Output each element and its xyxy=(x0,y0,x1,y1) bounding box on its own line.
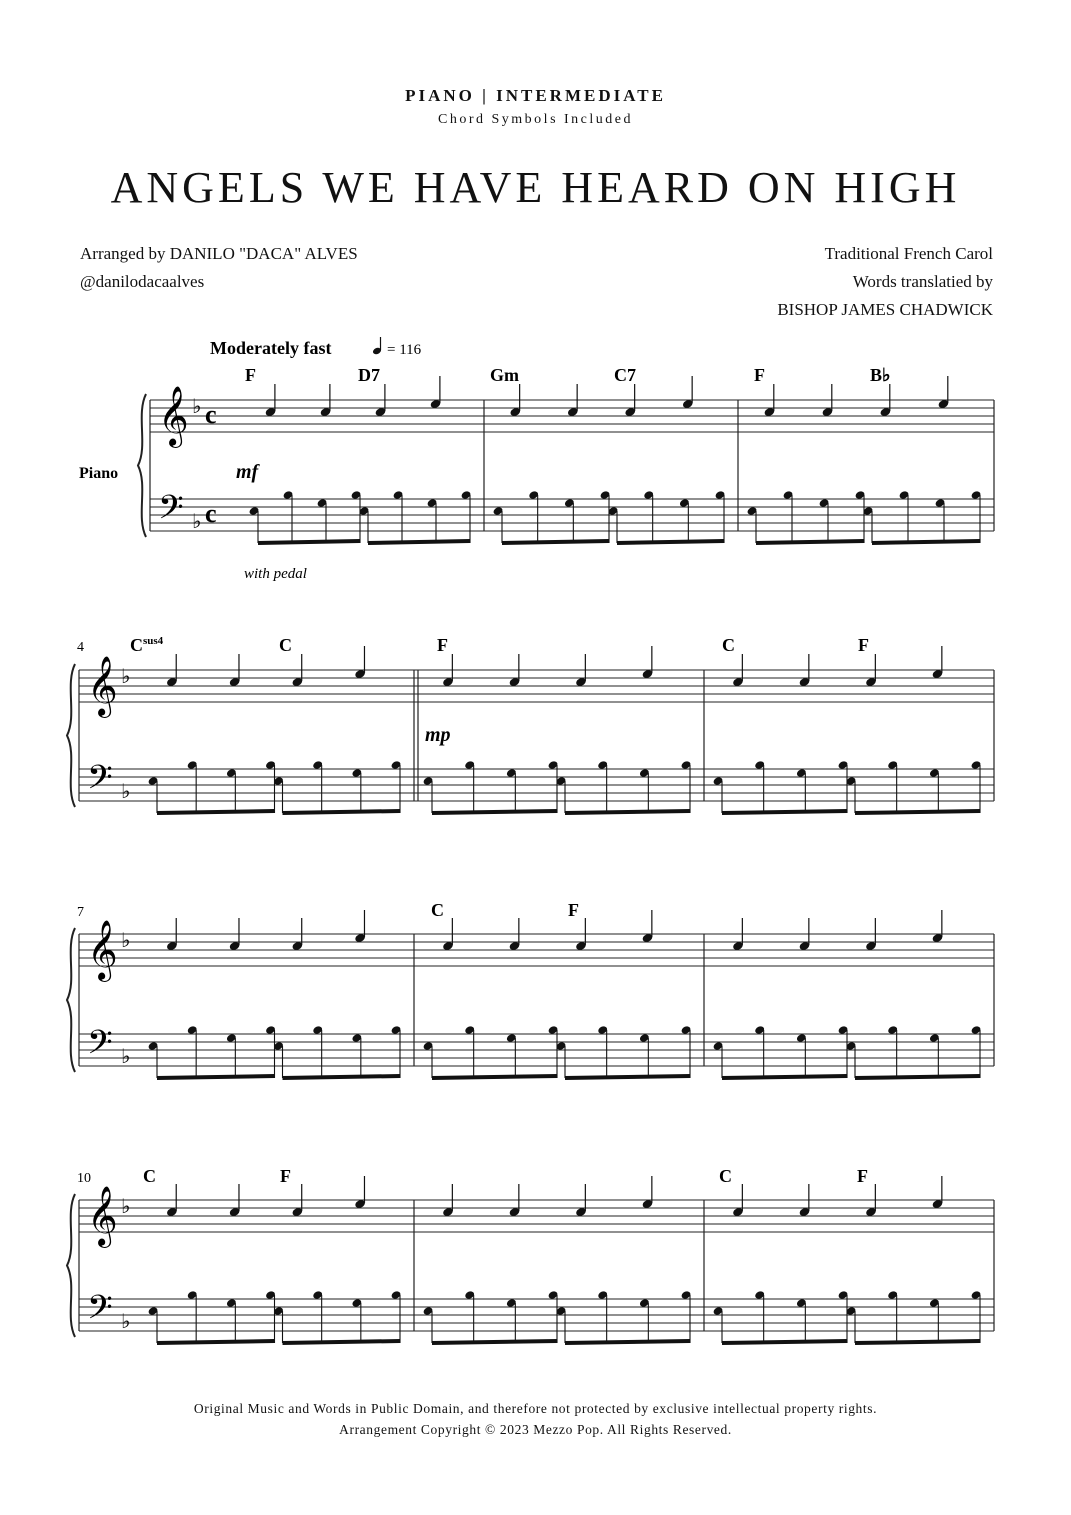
grand-staff-brace xyxy=(67,928,75,1072)
chord-symbol: F xyxy=(858,635,869,655)
bass-clef-icon: 𝄢 xyxy=(87,759,113,805)
chord-symbol: F xyxy=(437,635,448,655)
measure-number: 4 xyxy=(77,640,84,655)
origin-text: Traditional French Carol xyxy=(824,244,993,263)
note-beam xyxy=(157,1076,275,1078)
note-beam xyxy=(565,1076,690,1078)
note-beam xyxy=(565,1341,690,1343)
note-beam xyxy=(432,1341,557,1343)
flat-key-signature-icon: ♭ xyxy=(192,394,202,418)
note-beam xyxy=(283,811,401,813)
note-beam xyxy=(855,1341,980,1343)
note-beam xyxy=(855,811,980,813)
note-beam xyxy=(722,1341,847,1343)
note-beam xyxy=(617,541,724,543)
note-beam xyxy=(872,541,980,543)
arrangement-copyright: Arrangement Copyright © 2023 Mezzo Pop. All Rights Reserved. xyxy=(339,1422,732,1437)
instrument-level-label: PIANO | INTERMEDIATE xyxy=(405,86,666,105)
note-beam xyxy=(722,1076,847,1078)
dynamic-marking: mp xyxy=(425,724,451,746)
chord-symbol: C xyxy=(719,1166,732,1186)
chord-suffix: sus4 xyxy=(143,635,164,647)
measure-number: 7 xyxy=(77,905,84,920)
grand-staff-brace xyxy=(67,1194,75,1337)
chord-symbol: $C^{sus4}$ xyxy=(130,635,164,655)
pedal-marking: with pedal xyxy=(244,566,307,582)
arranger-handle: @danilodacaalves xyxy=(80,272,205,291)
chord-symbol: B♭ xyxy=(870,365,891,385)
tempo-text: Moderately fast xyxy=(210,338,332,358)
chord-symbol: F xyxy=(245,365,256,385)
chord-symbol: C xyxy=(431,900,444,920)
instrument-name: Piano xyxy=(79,465,119,482)
arranger-name: Arranged by DANILO "DACA" ALVES xyxy=(80,244,358,263)
chord-symbol: F xyxy=(857,1166,868,1186)
staff-system xyxy=(67,635,994,813)
translator-name: BISHOP JAMES CHADWICK xyxy=(777,300,993,319)
dynamic-marking: mf xyxy=(236,461,259,483)
note-beam xyxy=(368,541,470,543)
words-by-label: Words translatied by xyxy=(852,272,993,291)
flat-key-signature-icon: ♭ xyxy=(121,1044,131,1068)
note-beam xyxy=(722,811,847,813)
treble-clef-icon: 𝄞 xyxy=(87,656,118,716)
note-beam xyxy=(283,1076,401,1078)
note-beam xyxy=(258,541,360,543)
chord-symbol: C xyxy=(143,1166,156,1186)
staff-system xyxy=(67,900,994,1078)
chord-symbol: C xyxy=(722,635,735,655)
note-beam xyxy=(283,1341,401,1343)
chord-symbol: C7 xyxy=(614,365,636,385)
song-title: ANGELS WE HAVE HEARD ON HIGH xyxy=(110,163,961,212)
note-beam xyxy=(432,1076,557,1078)
grand-staff-brace xyxy=(67,664,75,807)
chord-symbol: D7 xyxy=(358,365,380,385)
chord-symbols-note: Chord Symbols Included xyxy=(438,112,633,127)
flat-key-signature-icon: ♭ xyxy=(121,928,131,952)
tempo-quarter-note-icon xyxy=(372,337,382,355)
staff-system xyxy=(138,365,994,543)
treble-clef-icon: 𝄞 xyxy=(87,920,118,980)
note-beam xyxy=(157,1341,275,1343)
chord-symbol: C xyxy=(279,635,292,655)
flat-key-signature-icon: ♭ xyxy=(121,779,131,803)
chord-symbol: F xyxy=(568,900,579,920)
note-beam xyxy=(432,811,557,813)
note-beam xyxy=(565,811,690,813)
note-beam xyxy=(502,541,609,543)
bass-clef-icon: 𝄢 xyxy=(158,489,184,535)
grand-staff-brace xyxy=(138,394,146,537)
staff-system xyxy=(67,1166,994,1343)
bass-clef-icon: 𝄢 xyxy=(87,1289,113,1335)
tempo-value: = 116 xyxy=(387,342,422,358)
note-beam xyxy=(855,1076,980,1078)
treble-clef-icon: 𝄞 xyxy=(87,1186,118,1246)
bass-clef-icon: 𝄢 xyxy=(87,1024,113,1070)
flat-key-signature-icon: ♭ xyxy=(121,1309,131,1333)
flat-key-signature-icon: ♭ xyxy=(192,509,202,533)
measure-number: 10 xyxy=(77,1171,91,1186)
chord-symbol: Gm xyxy=(490,365,519,385)
chord-symbol: F xyxy=(280,1166,291,1186)
copyright-notice: Original Music and Words in Public Domain, and therefore not protected by exclusive intellectual property rights. xyxy=(193,1401,878,1416)
common-time-icon: c xyxy=(205,400,217,429)
note-beam xyxy=(756,541,864,543)
flat-key-signature-icon: ♭ xyxy=(121,664,131,688)
staff-systems xyxy=(67,365,994,1343)
chord-symbol: F xyxy=(754,365,765,385)
flat-key-signature-icon: ♭ xyxy=(121,1194,131,1218)
common-time-icon: c xyxy=(205,499,217,528)
treble-clef-icon: 𝄞 xyxy=(158,386,189,446)
note-beam xyxy=(157,811,275,813)
